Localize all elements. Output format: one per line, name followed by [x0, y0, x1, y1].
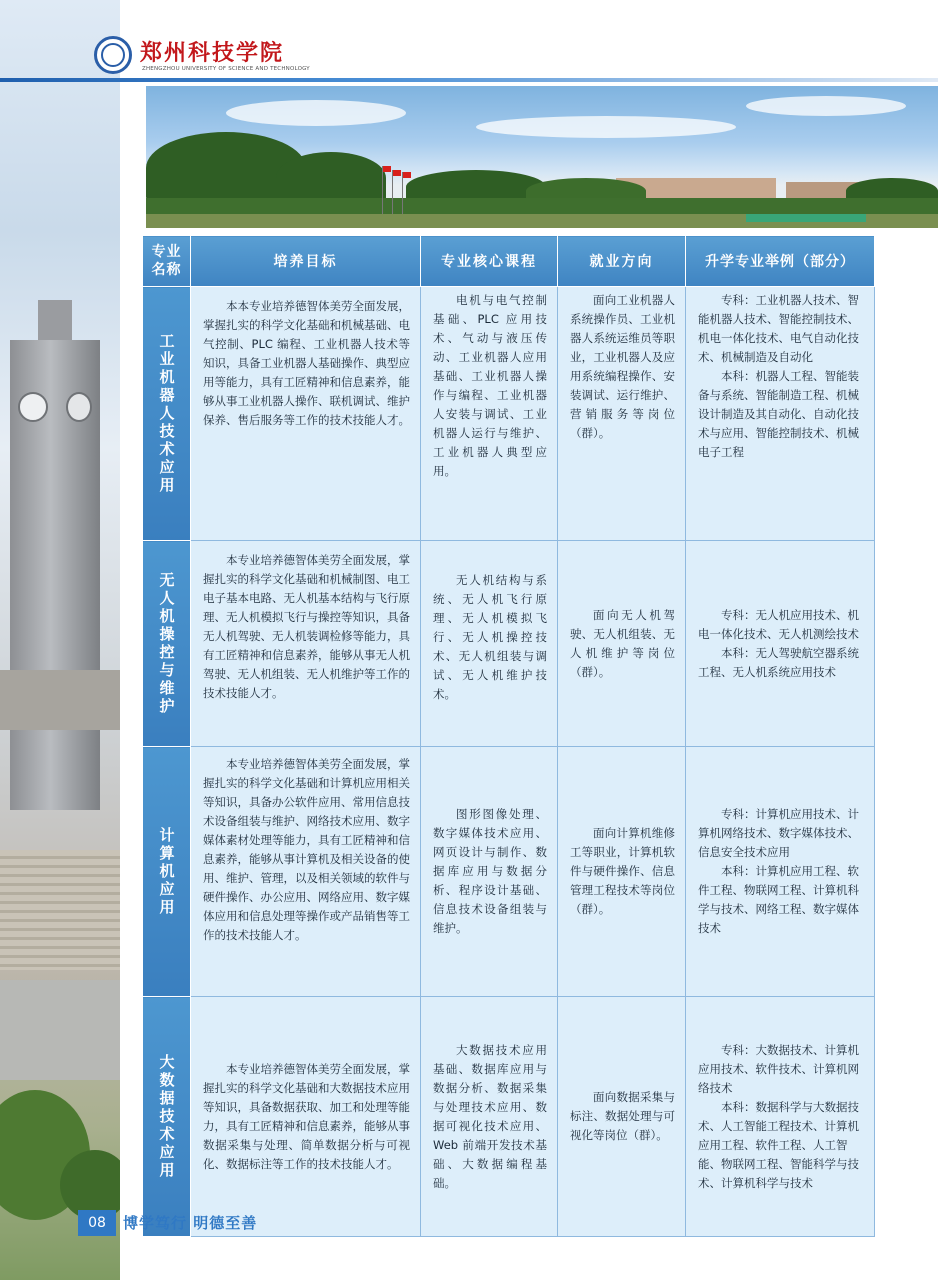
table-header-row	[143, 236, 875, 287]
career-cell: 面向数据采集与标注、数据处理与可视化等岗位（群）。	[558, 997, 686, 1237]
core-courses-cell: 图形图像处理、数字媒体技术应用、网页设计与制作、数据库应用与数据分析、程序设计基础、信息技术设备组装与维护。	[421, 747, 558, 997]
school-name-en: ZHENGZHOU UNIVERSITY OF SCIENCE AND TECHNOLOGY	[142, 66, 310, 72]
school-emblem-icon	[94, 36, 132, 74]
clock-icon	[66, 392, 92, 422]
page-header	[90, 30, 938, 82]
program-name-cell: 大数据技术应用	[143, 997, 191, 1237]
further-study-cell	[686, 997, 875, 1237]
further-zk: 专科：计算机应用技术、计算机网络技术、数字媒体技术、信息安全技术应用	[698, 807, 859, 859]
training-goal-cell: 本专业培养德智体美劳全面发展，掌握扎实的科学文化基础和计算机应用相关等知识，具备办公软件应用、常用信息技术设备组装与维护、网络技术应用、数字媒体素材处理等能力，具有工匠精神和信息素养，能够从事计算机及相关设备的使用、维护、管理，以及相关领域的软件与硬件操作、办公应用、网络应用、数字媒体应用和信息处理等操作或产品销售等工作的技术技能人才。	[191, 747, 421, 997]
further-study-cell	[686, 287, 875, 541]
program-name-cell: 工业机器人技术应用	[143, 287, 191, 541]
further-bk: 本科：数据科学与大数据技术、人工智能工程技术、计算机应用工程、软件工程、人工智能、物联网工程、智能科学与技术、计算机科学与技术	[698, 1099, 859, 1190]
road	[0, 980, 120, 1080]
program-name-cell: 计算机应用	[143, 747, 191, 997]
building-band	[0, 670, 120, 730]
header-training-goal: 培养目标	[191, 236, 421, 287]
further-zk: 专科：工业机器人技术、智能机器人技术、智能控制技术、机电一体化技术、电气自动化技术、机械制造及自动化	[698, 293, 859, 364]
table-row	[143, 747, 875, 997]
clock-tower-top	[38, 300, 72, 344]
stairs	[0, 850, 120, 970]
further-bk: 本科：机器人工程、智能装备与系统、智能制造工程、机械设计制造及其自动化、自动化技术与应用、智能控制技术、机械电子工程	[698, 369, 859, 459]
program-name-cell: 无人机操控与维护	[143, 541, 191, 747]
header-career: 就业方向	[558, 236, 686, 287]
turf	[746, 214, 866, 222]
header-program-name: 专业名称	[143, 236, 191, 287]
further-zk: 专科：无人机应用技术、机电一体化技术、无人机测绘技术	[698, 607, 859, 641]
clock-icon	[18, 392, 48, 422]
table-row	[143, 997, 875, 1237]
header-core-courses: 专业核心课程	[421, 236, 558, 287]
further-study-cell	[686, 747, 875, 997]
career-cell: 面向工业机器人系统操作员、工业机器人系统运维员等职业，工业机器人及应用系统编程操作、安装调试、运行维护、营销服务等岗位（群）。	[558, 287, 686, 541]
career-cell: 面向计算机维修工等职业，计算机软件与硬件操作、信息管理工程技术等岗位（群）。	[558, 747, 686, 997]
core-courses-cell: 大数据技术应用基础、数据库应用与数据分析、数据采集与处理技术应用、数据可视化技术应用、Web 前端开发技术基础、大数据编程基础。	[421, 997, 558, 1237]
training-goal-cell: 本专业培养德智体美劳全面发展，掌握扎实的科学文化基础和大数据技术应用等知识，具备数据获取、加工和处理等能力，具有工匠精神和信息素养，能够从事数据采集与处理、简单数据分析与可视化、数据标注等工作的技术技能人才。	[191, 997, 421, 1237]
training-goal-cell: 本本专业培养德智体美劳全面发展，掌握扎实的科学文化基础和机械基础、电气控制、PLC 编程、工业机器人技术等知识，具备工业机器人基础操作、典型应用等能力，具有工匠精神和信息素养，能够从事工业机器人操作、联机调试、维护保养、售后服务等工作的技术技能人才。	[191, 287, 421, 541]
page-number: 08	[78, 1210, 116, 1236]
header-divider	[0, 78, 938, 82]
core-courses-cell: 无人机结构与系统、无人机飞行原理、无人机模拟飞行、无人机操控技术、无人机组装与调试、无人机维护技术。	[421, 541, 558, 747]
further-study-cell	[686, 541, 875, 747]
program-table	[142, 235, 875, 1237]
table-row	[143, 287, 875, 541]
school-motto: 博学笃行 明德至善	[123, 1214, 258, 1232]
further-bk: 本科：无人驾驶航空器系统工程、无人机系统应用技术	[698, 645, 859, 679]
campus-photo-strip	[0, 0, 120, 1280]
further-zk: 专科：大数据技术、计算机应用技术、软件技术、计算机网络技术	[698, 1042, 859, 1095]
campus-banner-photo	[146, 86, 938, 228]
header-further-study: 升学专业举例（部分）	[686, 236, 875, 287]
career-cell: 面向无人机驾驶、无人机组装、无人机维护等岗位（群）。	[558, 541, 686, 747]
school-name-cn: 郑州科技学院	[140, 40, 285, 66]
further-bk: 本科：计算机应用工程、软件工程、物联网工程、计算机科学与技术、网络工程、数字媒体技术	[698, 864, 859, 935]
core-courses-cell: 电机与电气控制基础、PLC 应用技术、气动与液压传动、工业机器人应用基础、工业机器人操作与编程、工业机器人安装与调试、工业机器人运行与维护、工业机器人典型应用。	[421, 287, 558, 541]
training-goal-cell: 本专业培养德智体美劳全面发展，掌握扎实的科学文化基础和机械制图、电工电子基本电路、无人机基本结构与飞行原理、无人机模拟飞行与操控等知识，具备无人机驾驶、无人机装调检修等能力，具有工匠精神和信息素养，能够从事无人机驾驶、无人机组装、无人机维护等工作的技术技能人才。	[191, 541, 421, 747]
table-row	[143, 541, 875, 747]
